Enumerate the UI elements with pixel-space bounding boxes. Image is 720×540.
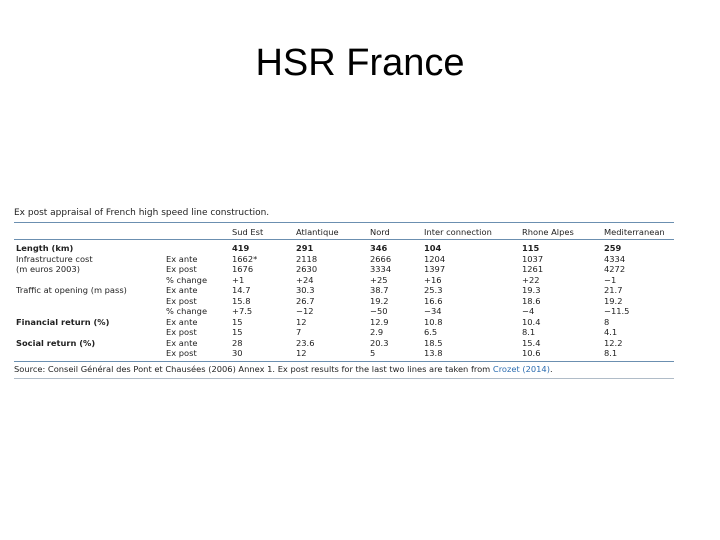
table-cell: 419 xyxy=(232,243,250,253)
row-label xyxy=(14,327,164,338)
table-cell: 19.2 xyxy=(370,295,389,306)
table-cell: +25 xyxy=(370,274,388,285)
table-cell: 30 xyxy=(232,348,243,358)
table-cell: 6.5 xyxy=(424,327,438,337)
table-row xyxy=(14,264,674,275)
row-sublabel xyxy=(164,240,230,254)
row-sublabel: Ex ante xyxy=(166,337,198,348)
table-cell: 12 xyxy=(296,348,307,358)
table-cell: 115 xyxy=(522,243,540,253)
table-cell: 1037 xyxy=(522,253,544,264)
source-end: . xyxy=(549,363,553,374)
table-cell: −12 xyxy=(296,306,314,316)
table-cell: 346 xyxy=(370,243,388,253)
row-sublabel: Ex post xyxy=(166,327,197,337)
row-label: Social return (%) xyxy=(16,337,96,348)
table-row xyxy=(14,317,674,328)
row-label xyxy=(14,348,164,361)
column-header xyxy=(14,223,164,240)
table-cell: −11.5 xyxy=(604,306,630,316)
row-label: (m euros 2003) xyxy=(16,264,80,274)
table-cell: 10.4 xyxy=(522,316,541,327)
table-row xyxy=(14,285,674,296)
table-cell: 8.1 xyxy=(522,327,536,337)
table-cell: 2666 xyxy=(370,253,392,264)
row-sublabel: Ex post xyxy=(166,295,197,306)
table-cell: 4334 xyxy=(604,253,626,264)
table-cell: 3334 xyxy=(370,264,392,274)
table-cell: 18.6 xyxy=(522,295,541,306)
row-label xyxy=(14,296,164,307)
source-text: Source: Conseil Général des Pont et Chausées (2006) Annex 1. Ex post results for the last two lines are taken from xyxy=(14,363,493,374)
table-row xyxy=(14,254,674,265)
table-cell: +22 xyxy=(522,274,540,285)
table-cell: 16.6 xyxy=(424,295,443,306)
table-cell: 23.6 xyxy=(296,337,315,348)
row-label xyxy=(14,306,164,317)
table-cell: −34 xyxy=(424,306,442,316)
table-cell: 15.4 xyxy=(522,337,541,348)
column-header: Sud Est xyxy=(232,227,264,237)
row-sublabel: Ex post xyxy=(166,348,197,358)
row-sublabel: % change xyxy=(166,274,208,285)
table-cell: 1676 xyxy=(232,264,254,274)
table-row xyxy=(14,275,674,286)
table-cell: 1261 xyxy=(522,264,544,274)
figure-bottom-rule xyxy=(14,378,674,379)
table-cell: 4272 xyxy=(604,264,626,274)
table-cell: +16 xyxy=(424,274,442,285)
row-sublabel: Ex ante xyxy=(166,316,198,327)
table-cell: +24 xyxy=(296,274,314,285)
table-caption: Ex post appraisal of French high speed line construction. xyxy=(14,208,270,218)
table-cell: 25.3 xyxy=(424,285,443,295)
table-row xyxy=(14,306,674,317)
table-cell: 18.5 xyxy=(424,337,443,348)
table-cell: 20.3 xyxy=(370,337,389,348)
table-row xyxy=(14,327,674,338)
row-label: Length (km) xyxy=(16,243,74,253)
table-cell: 2.9 xyxy=(370,327,384,337)
row-label: Traffic at opening (m pass) xyxy=(16,285,127,295)
table-cell: 8.1 xyxy=(604,348,618,358)
table-cell: 15 xyxy=(232,327,243,337)
table-cell: 104 xyxy=(424,243,442,253)
table-cell: +7.5 xyxy=(232,306,253,316)
column-header: Rhone Alpes xyxy=(522,227,574,237)
table-cell: 291 xyxy=(296,243,314,253)
table-cell: 259 xyxy=(604,243,622,253)
row-label xyxy=(14,275,164,286)
table-cell: 5 xyxy=(370,348,376,358)
table-cell: 2118 xyxy=(296,253,318,264)
table-cell: −1 xyxy=(604,274,617,285)
table-cell: 1662* xyxy=(232,253,258,264)
table-cell: 12.2 xyxy=(604,337,623,348)
table-row xyxy=(14,296,674,307)
column-header: Mediterranean xyxy=(604,227,665,237)
table-cell: 10.8 xyxy=(424,316,443,327)
appraisal-table xyxy=(14,223,674,361)
table-bottom-rule xyxy=(14,361,674,362)
table-header-row xyxy=(14,223,674,240)
table-cell: −4 xyxy=(522,306,535,316)
column-header: Inter connection xyxy=(424,227,492,237)
table-cell: 2630 xyxy=(296,264,318,274)
row-label: Financial return (%) xyxy=(16,316,110,327)
table-cell: −50 xyxy=(370,306,388,316)
source-link[interactable]: Crozet (2014) xyxy=(492,363,550,374)
table-cell: 38.7 xyxy=(370,285,389,295)
column-header: Atlantique xyxy=(296,227,339,237)
row-sublabel: Ex ante xyxy=(166,285,198,295)
table-cell: 15 xyxy=(232,316,243,327)
row-label: Infrastructure cost xyxy=(16,253,93,264)
table-cell: 19.3 xyxy=(522,285,541,295)
table-row xyxy=(14,240,674,254)
table-cell: 19.2 xyxy=(604,295,623,306)
table-cell: 12 xyxy=(296,316,307,327)
table-cell: +1 xyxy=(232,274,245,285)
table-cell: 10.6 xyxy=(522,348,541,358)
table-cell: 1204 xyxy=(424,253,446,264)
row-sublabel: Ex ante xyxy=(166,253,198,264)
table-cell: 28 xyxy=(232,337,243,348)
table-cell: 1397 xyxy=(424,264,446,274)
row-sublabel: % change xyxy=(166,306,208,316)
table-cell: 4.1 xyxy=(604,327,618,337)
table-cell: 12.9 xyxy=(370,316,389,327)
column-header xyxy=(164,223,230,240)
table-cell: 8 xyxy=(604,316,610,327)
table-cell: 15.8 xyxy=(232,295,251,306)
appraisal-table-figure xyxy=(14,208,674,379)
row-sublabel: Ex post xyxy=(166,264,197,274)
table-row xyxy=(14,348,674,361)
column-header: Nord xyxy=(370,227,390,237)
table-row xyxy=(14,338,674,349)
table-cell: 26.7 xyxy=(296,295,315,306)
table-cell: 21.7 xyxy=(604,285,623,295)
table-cell: 14.7 xyxy=(232,285,251,295)
table-cell: 30.3 xyxy=(296,285,315,295)
table-cell: 13.8 xyxy=(424,348,443,358)
table-cell: 7 xyxy=(296,327,302,337)
slide-title: HSR France xyxy=(255,42,465,84)
table-source xyxy=(14,364,674,374)
